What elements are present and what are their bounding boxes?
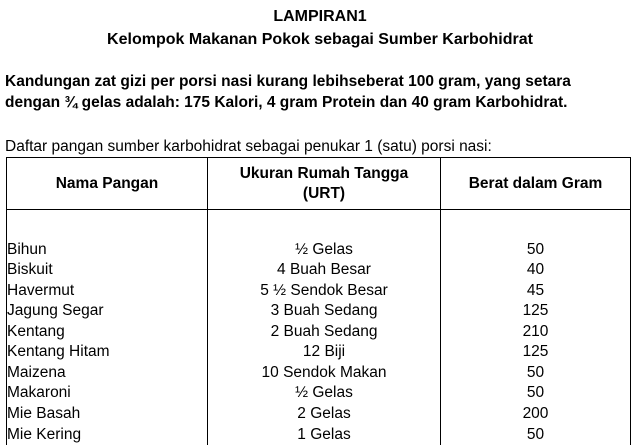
intro-paragraph: [5, 71, 637, 113]
intro-line: dengan ¾ gelas adalah: 175 Kalori, 4 gram Protein dan 40 gram Karbohidrat.: [5, 94, 568, 111]
cell-berat: 50: [441, 383, 631, 404]
column-header-urt-line1: Ukuran Rumah Tangga: [239, 164, 409, 182]
cell-urt: 4 Buah Besar: [208, 260, 441, 281]
table-header-row: [7, 158, 631, 210]
cell-name: Biskuit: [7, 260, 208, 281]
table-row: [7, 342, 631, 363]
table-row: [7, 260, 631, 281]
food-exchange-table: [6, 157, 631, 445]
cell-urt: 2 Gelas: [208, 404, 441, 425]
cell-berat: 45: [441, 280, 631, 301]
cell-name: Kentang: [7, 322, 208, 343]
page-title: LAMPIRAN1: [273, 8, 367, 25]
cell-berat: 125: [441, 301, 631, 322]
table-spacer-row: [7, 210, 631, 240]
column-header-urt: [208, 158, 441, 210]
cell-name: Kentang Hitam: [7, 342, 208, 363]
cell-berat: 50: [441, 424, 631, 445]
cell-urt: 5 ½ Sendok Besar: [208, 280, 441, 301]
cell-name: Bihun: [7, 239, 208, 260]
cell-name: Havermut: [7, 280, 208, 301]
cell-urt: 3 Buah Sedang: [208, 301, 441, 322]
table-row: [7, 363, 631, 384]
cell-urt: 10 Sendok Makan: [208, 363, 441, 384]
cell-berat: 50: [441, 363, 631, 384]
cell-berat: 40: [441, 260, 631, 281]
cell-name: Maizena: [7, 363, 208, 384]
cell-berat: 210: [441, 322, 631, 343]
table-row: [7, 322, 631, 343]
cell-name: Mie Kering: [7, 424, 208, 445]
cell-name: Mie Basah: [7, 404, 208, 425]
table-row: [7, 280, 631, 301]
column-header-name: Nama Pangan: [7, 158, 208, 210]
table-row: [7, 404, 631, 425]
table-row: [7, 424, 631, 445]
cell-berat: 125: [441, 342, 631, 363]
cell-urt: 1 Gelas: [208, 424, 441, 445]
cell-name: Makaroni: [7, 383, 208, 404]
intro-line: Kandungan zat gizi per porsi nasi kurang lebihseberat 100 gram, yang setara: [5, 73, 571, 90]
cell-urt: ½ Gelas: [208, 239, 441, 260]
cell-urt: 12 Biji: [208, 342, 441, 363]
cell-name: Jagung Segar: [7, 301, 208, 322]
table-row: [7, 383, 631, 404]
table-row: [7, 239, 631, 260]
table-row: [7, 301, 631, 322]
table-caption: Daftar pangan sumber karbohidrat sebagai penukar 1 (satu) porsi nasi:: [5, 138, 492, 155]
cell-urt: ½ Gelas: [208, 383, 441, 404]
cell-berat: 200: [441, 404, 631, 425]
cell-berat: 50: [441, 239, 631, 260]
column-header-berat: Berat dalam Gram: [441, 158, 631, 210]
cell-urt: 2 Buah Sedang: [208, 322, 441, 343]
column-header-urt-line2: (URT): [302, 184, 346, 202]
page-subtitle: Kelompok Makanan Pokok sebagai Sumber Karbohidrat: [107, 31, 533, 48]
